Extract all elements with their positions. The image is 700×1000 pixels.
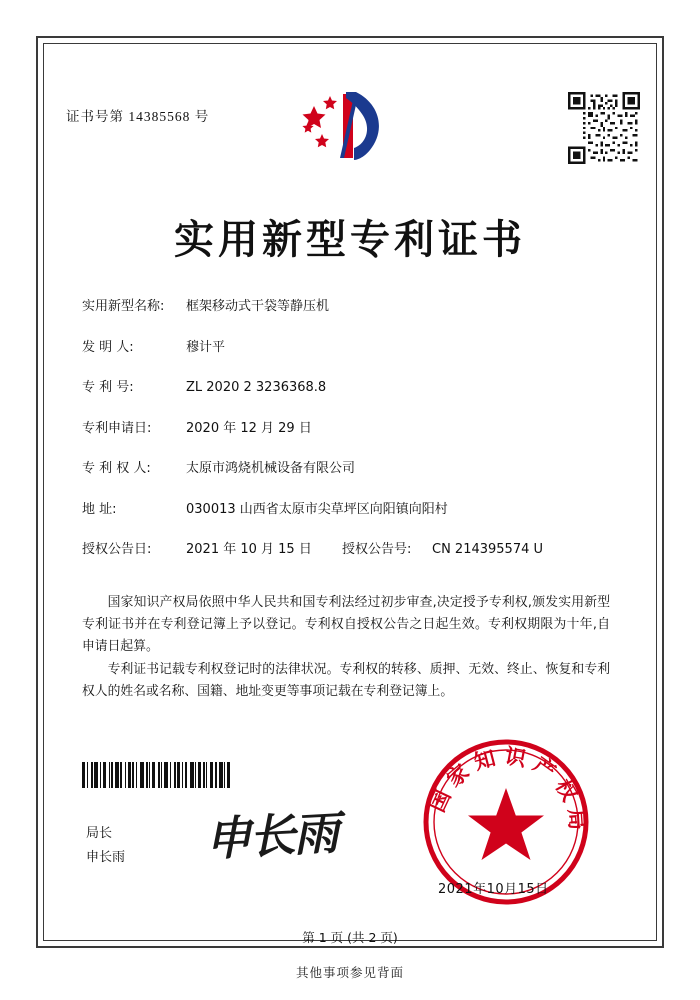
- field-label: 发 明 人:: [82, 339, 134, 355]
- field-label: 实用新型名称:: [82, 299, 165, 314]
- field-value: 太原市鸿烧机械设备有限公司: [186, 461, 356, 476]
- field-value: ZL 2020 2 3236368.8: [186, 380, 327, 395]
- cnipa-logo: [296, 88, 392, 164]
- page-title: 实用新型专利证书: [174, 216, 526, 263]
- field-row-inventor: [82, 336, 602, 355]
- field-list: [82, 295, 602, 579]
- paragraph-2: 专利证书记载专利权登记时的法律状况。专利权的转移、质押、无效、终止、恢复和专利权人的姓名或名称、国籍、地址变更等事项记载在专利登记簿上。: [82, 662, 610, 699]
- body-text: [82, 592, 610, 704]
- field-value: 框架移动式干袋等静压机: [186, 299, 330, 314]
- grant-date-label: 授权公告日:: [82, 542, 152, 557]
- seal-date: 2021年10月15日: [438, 882, 549, 897]
- field-value: 穆计平: [186, 339, 226, 355]
- field-label: 专 利 权 人:: [82, 461, 151, 476]
- grant-number-value: CN 214395574 U: [432, 542, 544, 557]
- back-page-note: 其他事项参见背面: [295, 965, 404, 980]
- field-row-utility-model-name: [82, 295, 602, 314]
- field-row-grant-announcement: [82, 538, 602, 557]
- barcode-strip: [82, 762, 282, 788]
- field-label: 地 址:: [82, 501, 117, 517]
- signature-labels: [86, 822, 125, 870]
- director-name: 申长雨: [86, 850, 126, 865]
- director-title: 局长: [86, 826, 113, 841]
- field-value: 030013 山西省太原市尖草坪区向阳镇向阳村: [186, 501, 448, 517]
- paragraph-1: 国家知识产权局依照中华人民共和国专利法经过初步审查,决定授予专利权,颁发实用新型专利证书并在专利登记簿上予以登记。专利权自授权公告之日起生效。专利权期限为十年,自申请日起算。: [82, 595, 610, 654]
- certificate-number: 证书号第 14385568 号: [66, 109, 210, 124]
- svg-text:国家知识产权局: 国家知识产权局: [423, 742, 591, 838]
- grant-number-label: 授权公告号:: [342, 542, 412, 557]
- qr-code: [568, 92, 640, 164]
- field-value: 2020 年 12 月 29 日: [186, 420, 312, 436]
- field-label: 专 利 号:: [82, 380, 134, 395]
- handwritten-signature: 申长雨: [203, 805, 339, 867]
- field-row-address: [82, 498, 602, 517]
- field-row-application-date: [82, 417, 602, 436]
- grant-date-value: 2021 年 10 月 15 日: [186, 542, 312, 557]
- field-label: 专利申请日:: [82, 420, 152, 436]
- page-number-footer: 第 1 页 (共 2 页): [302, 930, 398, 945]
- field-row-patentee: [82, 457, 602, 476]
- field-row-patent-number: [82, 376, 602, 395]
